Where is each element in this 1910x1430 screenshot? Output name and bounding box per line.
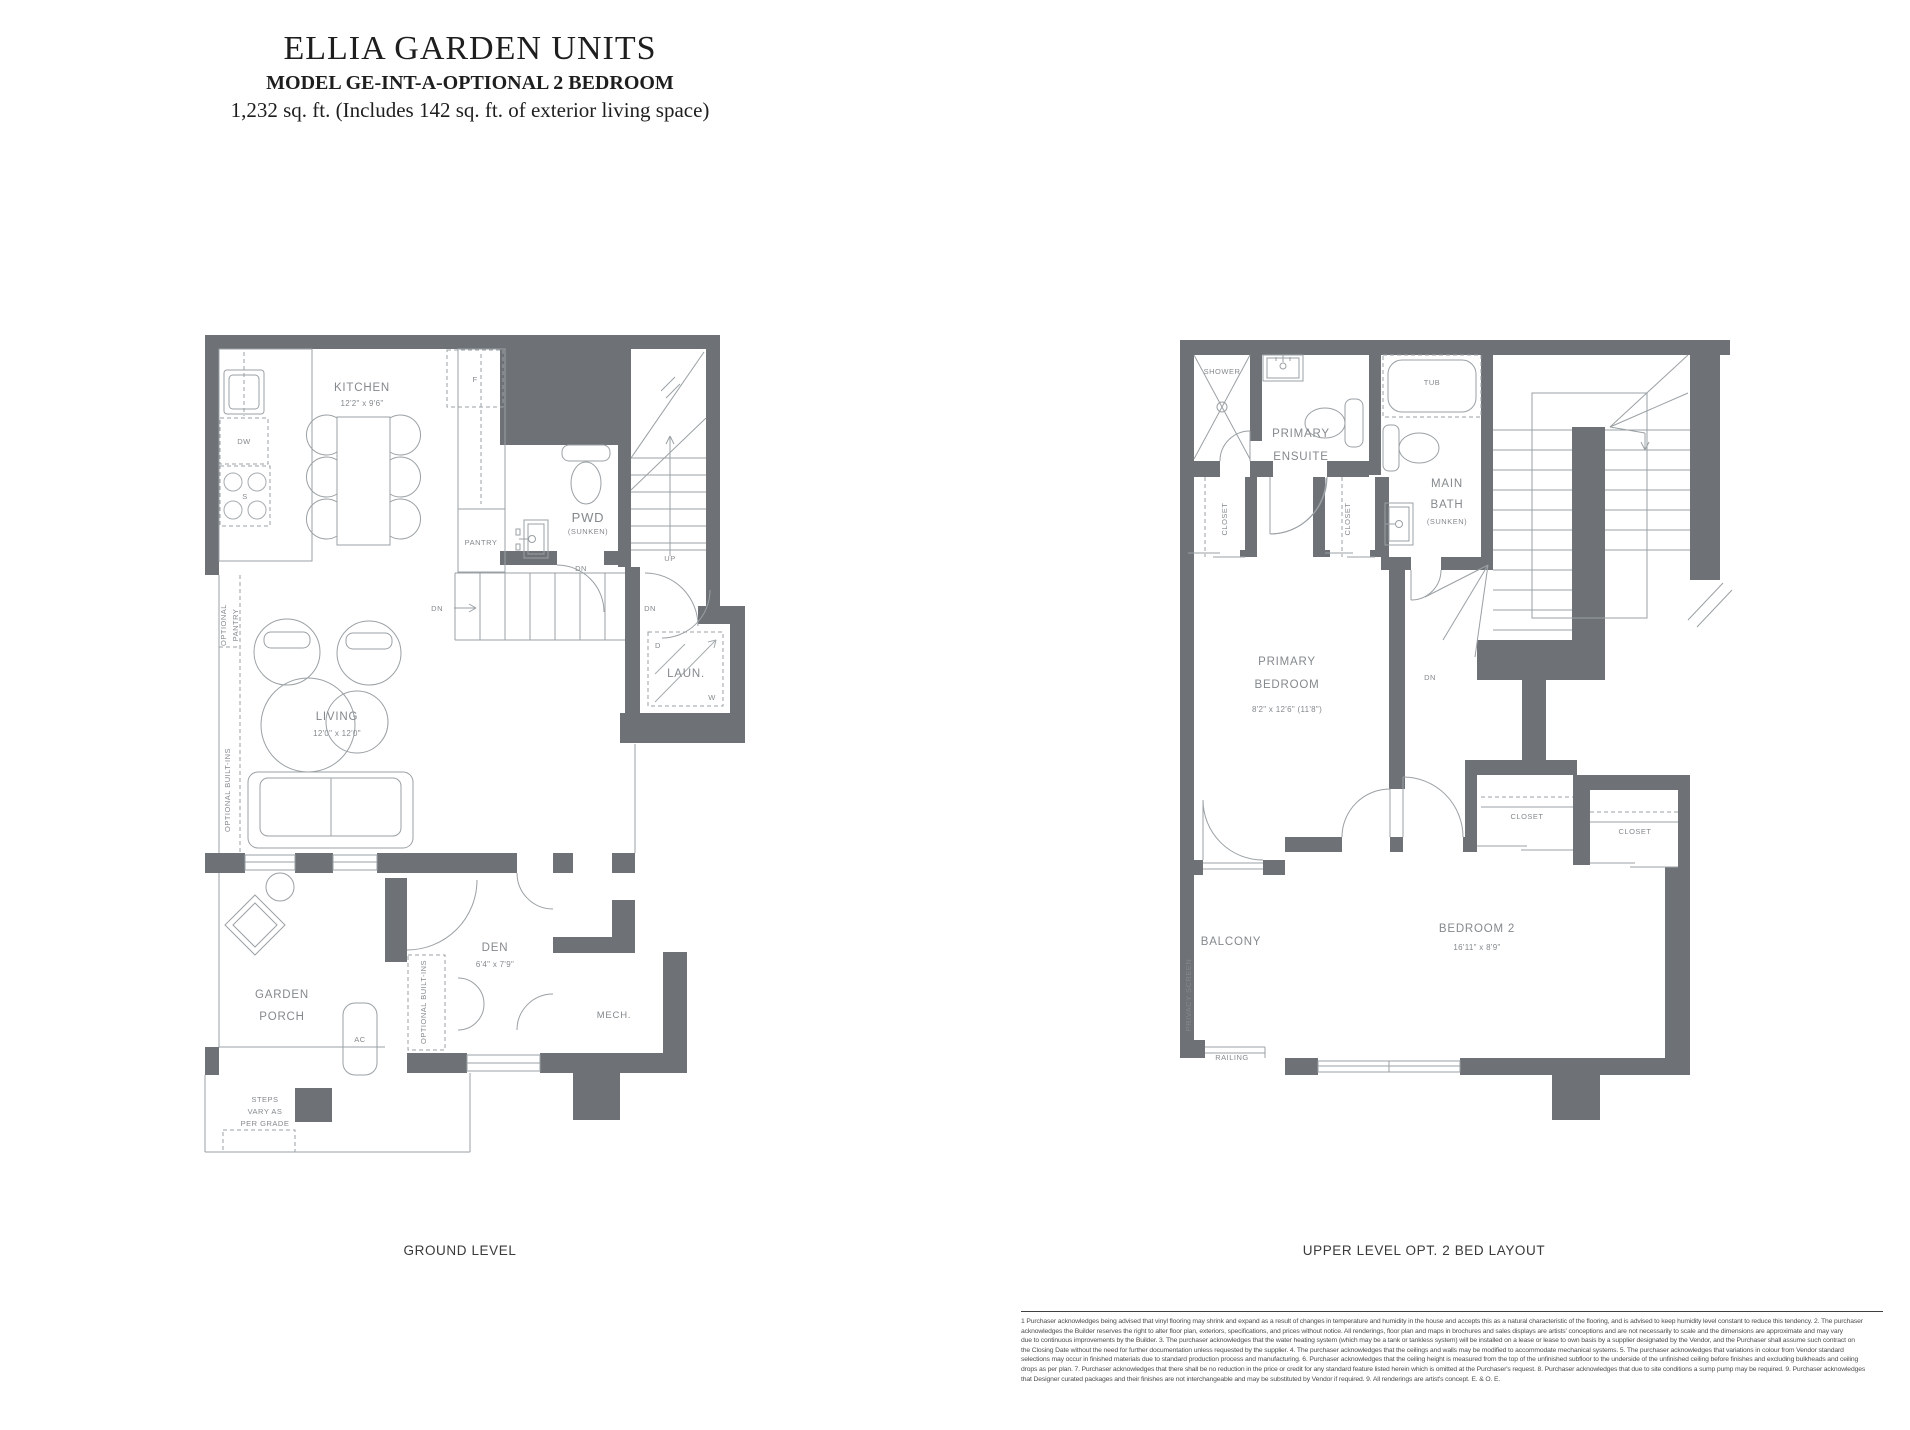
pwd-toilet-icon xyxy=(562,445,610,504)
upper-level-caption: UPPER LEVEL OPT. 2 BED LAYOUT xyxy=(1302,1243,1546,1258)
disclaimer-line: that Designer curated packages and their finishes are not interchangeable and may be substituted by Vendor if required. 9. All renderings are artist's concept. E. & O. E. xyxy=(1021,1375,1501,1383)
mainbath-label-2: BATH xyxy=(1430,499,1464,511)
dishwasher-label: DW xyxy=(237,437,251,446)
pantry-label: PANTRY xyxy=(464,538,498,547)
window xyxy=(467,1055,540,1071)
mainbath-sink-icon xyxy=(1385,503,1413,545)
fridge-label: F xyxy=(472,375,478,384)
garden-porch-label-1: GARDEN xyxy=(254,989,310,1001)
disclaimer-line: the Closing Date without the need for further documentation unless requested by the supplier. 4. The purchaser acknowledges that the ceilings and walls may be modified to accommodate mechanical systems. 5. The purchaser acknowledges that variations in colour from Vendor standard xyxy=(1021,1346,1844,1354)
coffee-table xyxy=(261,678,355,772)
ground-dashed xyxy=(219,350,723,1152)
window xyxy=(1318,1061,1460,1072)
armchair-icon xyxy=(337,621,401,685)
disclaimer-line: acknowledges the Builder reserves the right to alter floor plan, exteriors, specifications, and prices without notice. All renderings, floor plan and maps in brochures and sales displays are artists' conceptions and are not necessarily to scale and the dimensions are approximate and may vary xyxy=(1021,1327,1843,1335)
primary-bedroom-label-1: PRIMARY xyxy=(1258,656,1316,668)
closet-label-1: CLOSET xyxy=(1220,502,1229,536)
bedroom2-dim: 16'11" x 8'9" xyxy=(1453,943,1501,952)
upper-floor-plan xyxy=(1175,335,1735,1135)
laundry-door xyxy=(645,573,698,626)
dn-label-2: DN xyxy=(644,604,656,613)
header xyxy=(100,28,840,124)
shower-label: SHOWER xyxy=(1203,367,1241,376)
closet-label-2: CLOSET xyxy=(1343,502,1352,536)
ensuite-label-1: PRIMARY xyxy=(1272,428,1330,440)
area-note: 1,232 sq. ft. (Includes 142 sq. ft. of exterior living space) xyxy=(230,98,710,122)
ac-label: AC xyxy=(354,1035,366,1044)
optional-builtins-label: OPTIONAL BUILT-INS xyxy=(223,747,232,833)
dining-table xyxy=(337,417,390,545)
mainbath-door xyxy=(1411,570,1441,600)
steps-note-1: STEPS xyxy=(251,1095,279,1104)
steps-note-2: VARY AS xyxy=(247,1107,283,1116)
garden-porch-label-2: PORCH xyxy=(259,1011,305,1023)
den-chair-icon xyxy=(458,978,484,1030)
bedroom2-label: BEDROOM 2 xyxy=(1438,923,1516,935)
pwd-sunken-label: (SUNKEN) xyxy=(567,527,609,536)
living-label: LIVING xyxy=(315,711,359,723)
disclaimer-line: drops as per plan. 7. Purchaser acknowledges that there shall be no reduction in the price or credit for any standard feature listed herein which is omitted at the Purchaser's request. 8. Purchaser acknowledges that due to site conditions a sump pump may be required. 9. Purchaser acknowledges xyxy=(1021,1365,1866,1373)
laundry-label: LAUN. xyxy=(667,668,705,680)
privacy-screen-label: PRIVACY SCREEN xyxy=(1184,958,1193,1032)
primary-bedroom-dim: 8'2" x 12'6" (11'8") xyxy=(1251,705,1323,714)
up-label: UP xyxy=(664,554,676,563)
living-dim: 12'0" x 12'0" xyxy=(313,729,361,738)
armchair-icon xyxy=(254,619,320,685)
den-dim: 6'4" x 7'9" xyxy=(475,960,515,969)
pwd-label: PWD xyxy=(571,510,605,525)
steps-outline xyxy=(205,1073,470,1152)
washer-label: W xyxy=(708,693,716,702)
upper-dashed xyxy=(1205,355,1678,812)
ground-walls xyxy=(205,335,745,1122)
disclaimer-line: selections may occur in finished materials due to standard production process and manufacturing. 6. Purchaser acknowledges that the ceiling height is measured from the top of the unfinished subfloor to the underside of the unfinished ceiling before finishes and excluding bulkheads and ceiling xyxy=(1021,1356,1859,1364)
kitchen-dim: 12'2" x 9'6" xyxy=(340,399,384,408)
dryer-label: D xyxy=(655,641,661,650)
den-door xyxy=(517,873,553,909)
railing-label: RAILING xyxy=(1215,1053,1249,1062)
steps-note-3: PER GRADE xyxy=(240,1119,290,1128)
porch-chair-icon xyxy=(225,895,285,955)
balcony-door xyxy=(1203,800,1263,860)
den-label: DEN xyxy=(481,942,509,954)
mech-label: MECH. xyxy=(596,1010,632,1021)
pwd-dn-label: DN xyxy=(575,564,587,573)
tub-label: TUB xyxy=(1423,378,1441,387)
disclaimer-line: 1 Purchaser acknowledges being advised that vinyl flooring may shrink and expand as a result of changes in temperature and humidity in the house and accepts this as a natural characteristic of the flooring, and is advised to keep humidity level constant to reduce this tendency. 2. The purchaser xyxy=(1021,1318,1863,1325)
dn-label: DN xyxy=(431,604,443,613)
kitchen-counter xyxy=(219,349,312,561)
ground-fixtures xyxy=(205,349,710,1152)
dining-chairs xyxy=(306,415,420,539)
ground-level-caption: GROUND LEVEL xyxy=(403,1243,517,1258)
mainbath-toilet-icon xyxy=(1383,425,1439,471)
optional-builtins-label-den: OPTIONAL BUILT-INS xyxy=(419,959,428,1045)
porch-table xyxy=(266,873,294,901)
ground-labels xyxy=(219,375,716,1128)
ground-extra xyxy=(224,473,716,702)
closet-label-3: CLOSET xyxy=(1510,812,1544,821)
balcony-label: BALCONY xyxy=(1200,936,1262,948)
sofa-icon xyxy=(248,772,413,848)
stairs-up xyxy=(631,352,706,556)
ensuite-label-2: ENSUITE xyxy=(1273,451,1329,463)
stove-label: S xyxy=(242,492,248,501)
page-title: ELLIA GARDEN UNITS xyxy=(283,30,657,67)
mainbath-label-1: MAIN xyxy=(1431,478,1463,490)
optional-pantry-label-2: PANTRY xyxy=(231,608,240,642)
bedroom2-door xyxy=(1403,777,1463,837)
steps-box xyxy=(223,1130,295,1152)
bedroom-door xyxy=(1342,789,1390,837)
stairs-down xyxy=(454,573,625,640)
closet-label-4: CLOSET xyxy=(1618,827,1652,836)
upper-dn-label: DN xyxy=(1424,673,1436,682)
mech-door xyxy=(517,994,553,1030)
closet-doors xyxy=(1188,553,1375,557)
shower-door xyxy=(1220,431,1250,461)
porch-door xyxy=(407,880,477,950)
primary-bedroom-label-2: BEDROOM xyxy=(1254,679,1320,691)
model-name: MODEL GE-INT-A-OPTIONAL 2 BEDROOM xyxy=(266,72,674,94)
ensuite-sink-icon xyxy=(1263,355,1303,381)
kitchen-label: KITCHEN xyxy=(333,382,391,394)
disclaimer xyxy=(1021,1311,1883,1384)
optional-pantry-label-1: OPTIONAL xyxy=(219,604,228,646)
disclaimer-line: due to continuous improvements by the Builder. 3. The purchaser acknowledges that the water heating system (which may be a tank or tankless system) will be installed on a lease or lease to own basis by a supplier designated by the Vendor, and the Purchaser shall assume such contract on xyxy=(1021,1337,1855,1345)
ground-floor-plan xyxy=(200,330,745,1160)
mainbath-sunken-label: (SUNKEN) xyxy=(1426,517,1468,526)
